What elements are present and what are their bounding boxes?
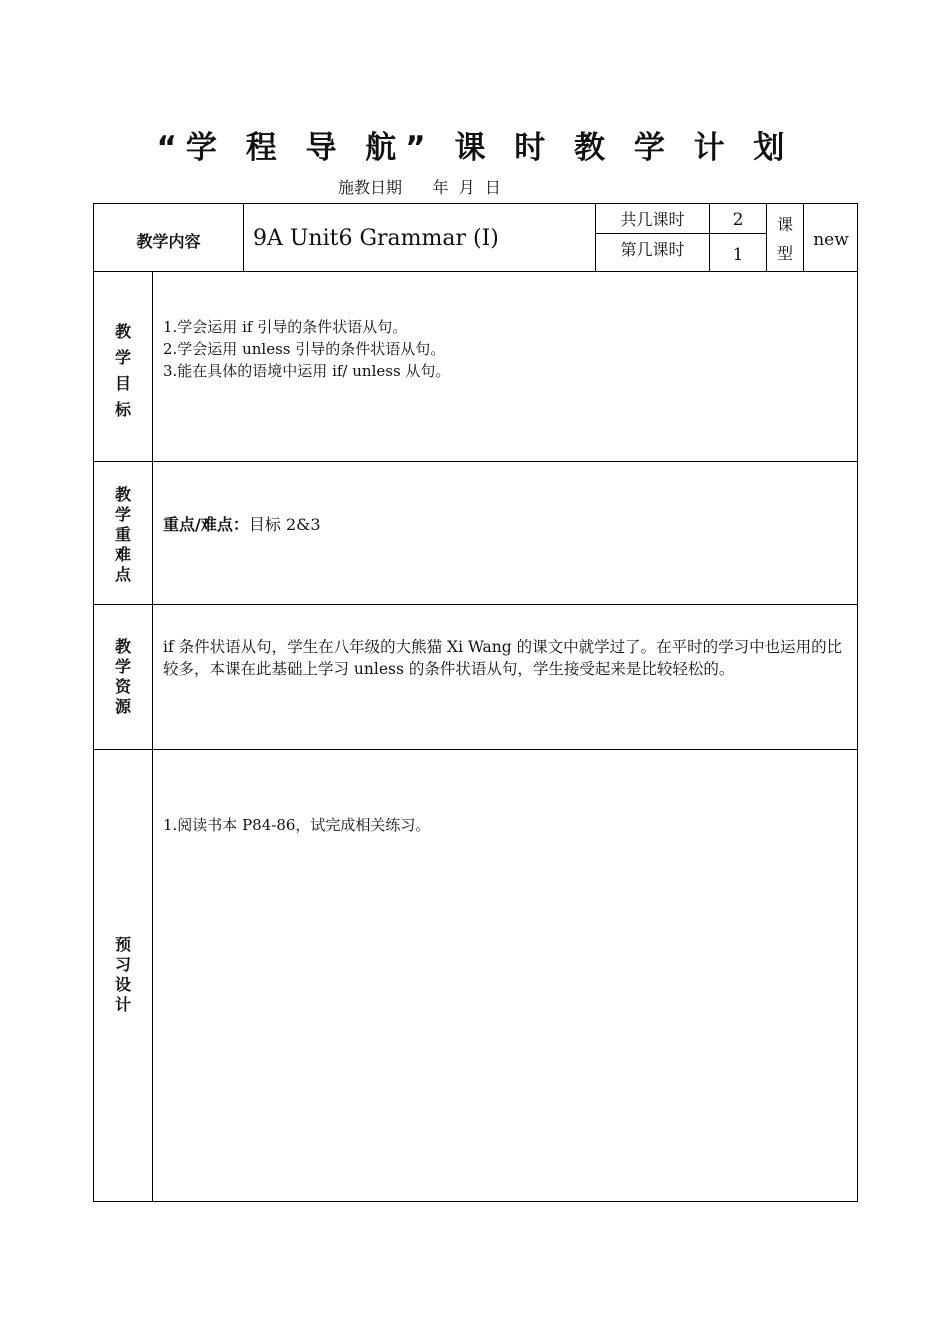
preview-text: 1.阅读书本 P84-86，试完成相关练习。 [163, 816, 431, 834]
objective-item: 1.学会运用 if 引导的条件状语从句。 [163, 318, 408, 336]
lesson-type-label-1: 课 [776, 215, 793, 234]
objectives-label: 教学目标 [114, 322, 131, 419]
key-points-text: 目标 2&3 [248, 515, 321, 534]
row-line-3 [93, 749, 858, 750]
preview-label: 预习设计 [114, 935, 131, 1014]
row-line-2 [93, 604, 858, 605]
nth-hour-label: 第几课时 [620, 240, 685, 259]
header-mid-line [595, 233, 767, 234]
total-hours-value: 2 [732, 210, 744, 230]
content-value: 9A Unit6 Grammar (I) [253, 226, 499, 251]
key-points-content [163, 512, 321, 535]
objective-item: 2.学会运用 unless 引导的条件状语从句。 [163, 340, 446, 358]
objective-item: 3.能在具体的语境中运用 if/ unless 从句。 [163, 362, 451, 380]
nth-hour-value: 1 [732, 245, 744, 265]
row-line-1 [93, 461, 858, 462]
label-column-line [152, 271, 153, 1202]
teaching-date-line: 施教日期 年 月 日 [338, 178, 501, 197]
header-row-bottom-line [93, 271, 858, 272]
page-title: “学 程 导 航” 课 时 教 学 计 划 [156, 130, 794, 166]
resources-text: if 条件状语从句，学生在八年级的大熊猫 Xi Wang 的课文中就学过了。在平时的学习中也运用的比较多，本课在此基础上学习 unless 的条件状语从句，学生接受起来是比较轻松的。 [163, 638, 843, 678]
resources-label: 教学资源 [114, 637, 131, 716]
objectives-list [163, 316, 450, 382]
lesson-type-label-2: 型 [776, 244, 793, 263]
key-points-label: 教学重难点 [114, 485, 131, 584]
key-points-prefix: 重点/难点： [163, 515, 249, 534]
content-label: 教学内容 [136, 232, 201, 251]
total-hours-label: 共几课时 [620, 210, 685, 229]
lesson-type-value: new [813, 230, 849, 250]
